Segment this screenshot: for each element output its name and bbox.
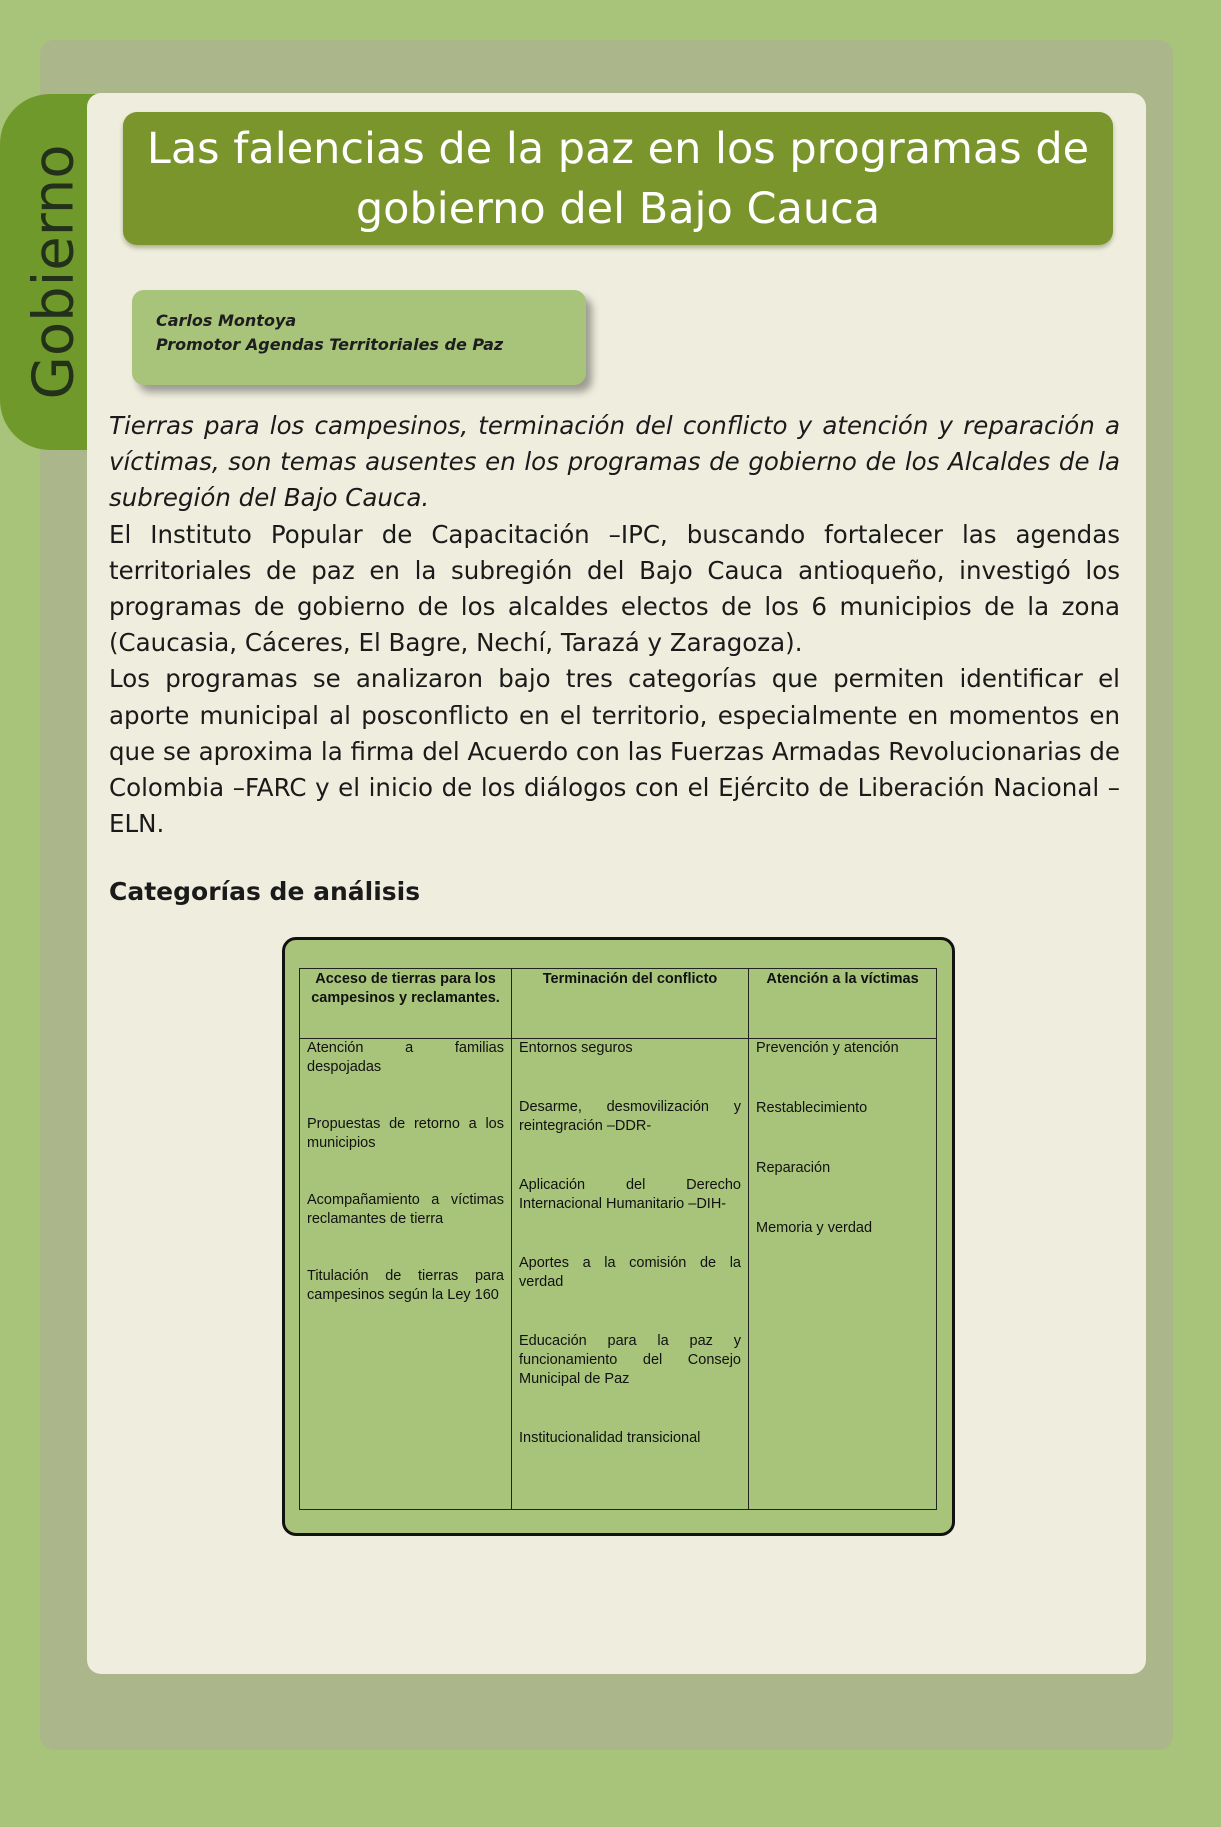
table-cell	[512, 1039, 749, 1510]
table-cell	[749, 1039, 937, 1510]
title-banner	[123, 112, 1113, 245]
category-item: Desarme, desmovilización y reintegración –DDR-	[519, 1099, 741, 1134]
table-header-row	[300, 969, 937, 1039]
category-item: Educación para la paz y funcionamiento del Consejo Municipal de Paz	[519, 1333, 741, 1387]
category-item: Titulación de tierras para campesinos según la Ley 160	[307, 1268, 504, 1303]
category-item: Memoria y verdad	[756, 1220, 873, 1236]
table-cell	[300, 1039, 512, 1510]
category-item: Reparación	[756, 1160, 831, 1176]
article-title: Las falencias de la paz en los programas de gobierno del Bajo Cauca	[146, 123, 1090, 234]
article-body	[109, 408, 1120, 842]
category-item: Propuestas de retorno a los municipios	[307, 1116, 504, 1151]
category-item: Institucionalidad transicional	[519, 1430, 701, 1446]
categories-table-card	[282, 937, 955, 1536]
category-item: Acompañamiento a víctimas reclamantes de tierra	[307, 1192, 504, 1227]
section-tab-label: Gobierno	[21, 144, 87, 400]
column-header: Terminación del conflicto	[512, 969, 749, 1039]
table-row	[300, 1039, 937, 1510]
category-item: Atención a familias despojadas	[307, 1040, 504, 1075]
column-header: Acceso de tierras para los campesinos y reclamantes.	[300, 969, 512, 1039]
column-header: Atención a la víctimas	[749, 969, 937, 1039]
lead-paragraph: Tierras para los campesinos, terminación del conflicto y atención y reparación a víctimas, son temas ausentes en los programas de gobierno de los Alcaldes de la subregión del Bajo Cauca.	[109, 411, 1120, 513]
body-paragraph: Los programas se analizaron bajo tres categorías que permiten identificar el aporte municipal al posconflicto en el territorio, especialmente en momentos en que se aproxima la firma del Acuerdo con las Fuerzas Armadas Revolucionarias de Colombia –FARC y el inicio de los diálogos con el Ejército de Liberación Nacional –ELN.	[109, 664, 1120, 839]
body-paragraph: El Instituto Popular de Capacitación –IPC, buscando fortalecer las agendas territoriales de paz en la subregión del Bajo Cauca antioqueño, investigó los programas de gobierno de los alcaldes electos de los 6 municipios de la zona (Caucasia, Cáceres, El Bagre, Nechí, Tarazá y Zaragoza).	[109, 519, 1120, 658]
section-heading: Categorías de análisis	[109, 877, 421, 906]
category-item: Prevención y atención	[756, 1040, 899, 1056]
author-box	[132, 290, 586, 385]
author-name: Carlos Montoya	[156, 311, 297, 330]
category-item: Entornos seguros	[519, 1040, 633, 1056]
category-item: Restablecimiento	[756, 1100, 868, 1116]
categories-table	[299, 968, 937, 1510]
category-item: Aportes a la comisión de la verdad	[519, 1255, 741, 1290]
author-role: Promotor Agendas Territoriales de Paz	[156, 335, 504, 354]
category-item: Aplicación del Derecho Internacional Humanitario –DIH-	[519, 1177, 741, 1212]
